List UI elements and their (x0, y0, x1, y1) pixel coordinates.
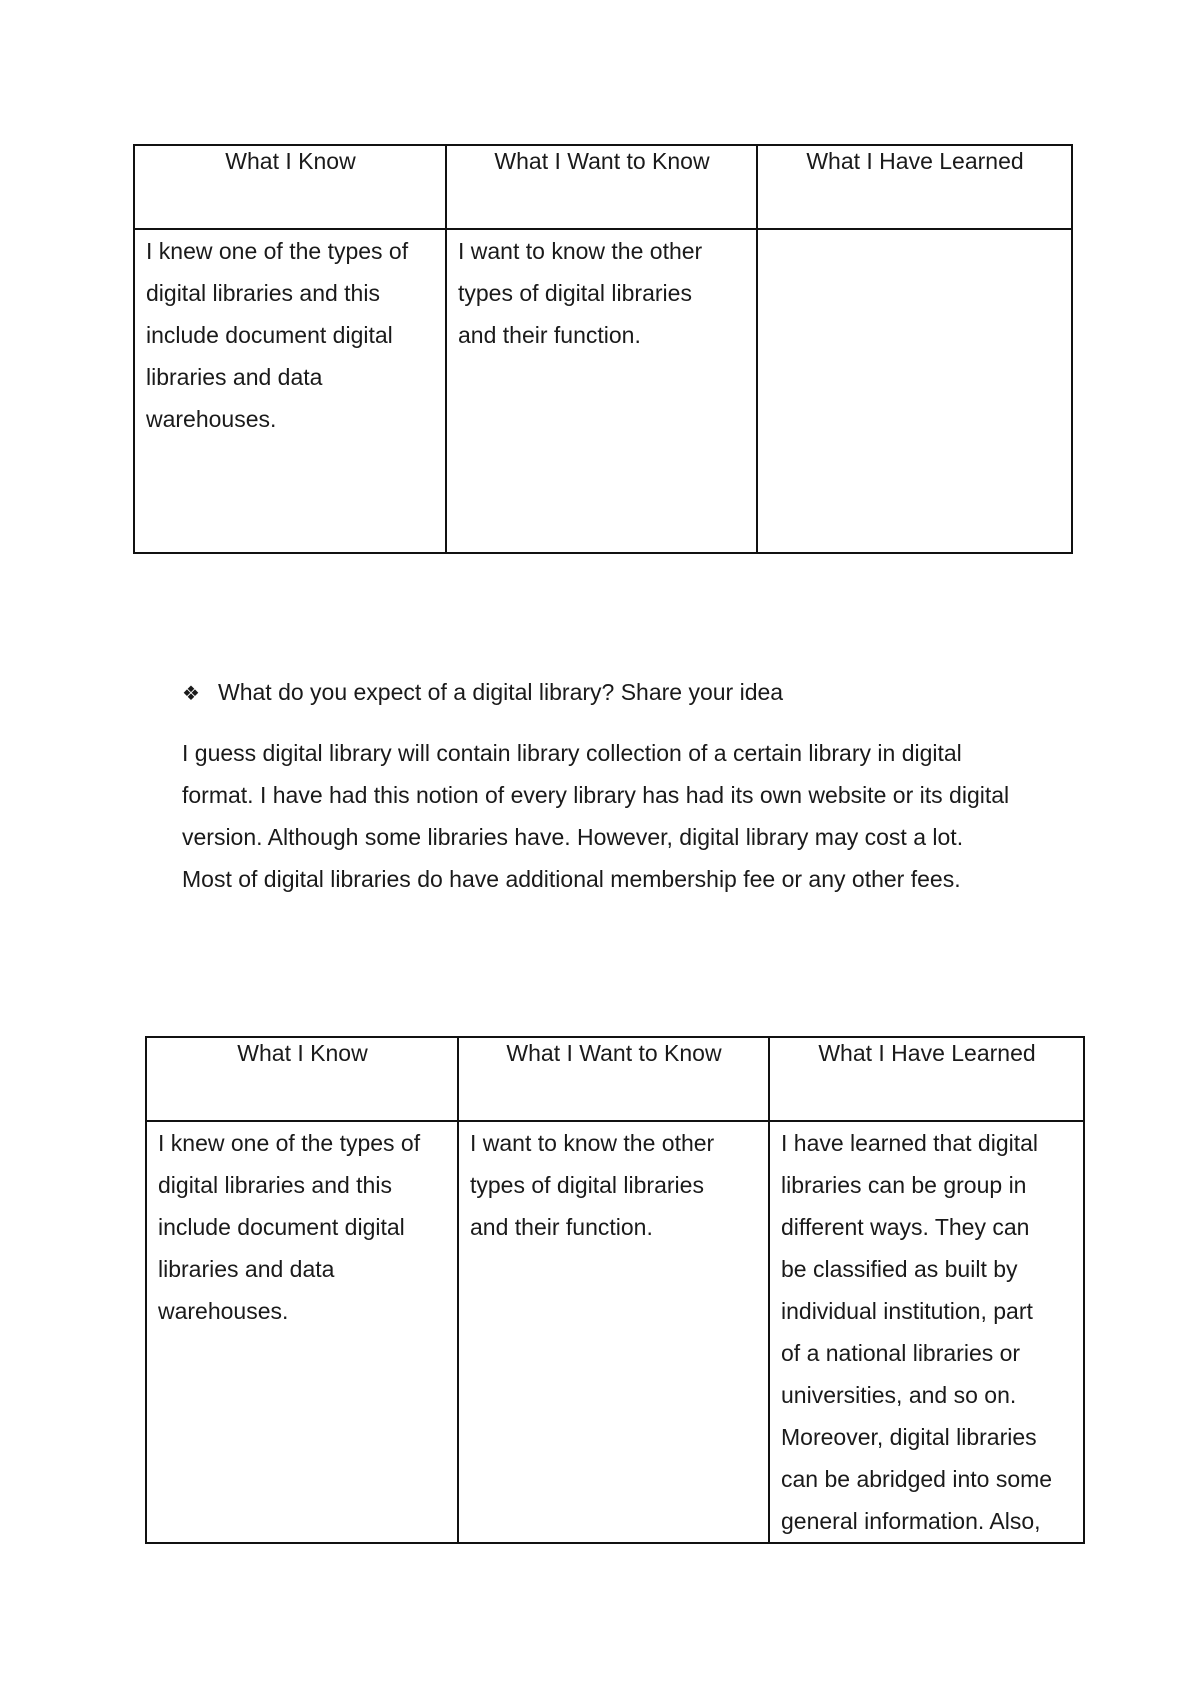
cell-line: universities, and so on. (781, 1382, 1017, 1408)
cell-line: include document digital (146, 322, 393, 348)
question-text: What do you expect of a digital library? Share your idea (218, 679, 784, 705)
cell-line: I want to know the other (458, 238, 703, 264)
answer-line: Most of digital libraries do have additional membership fee or any other fees. (182, 866, 961, 892)
cell-line: individual institution, part (781, 1298, 1033, 1324)
cell-line: and their function. (458, 322, 641, 348)
cell-line: types of digital libraries (458, 280, 692, 306)
table-header-row (134, 145, 1072, 229)
header-what-i-have-learned: What I Have Learned (757, 145, 1072, 229)
cell-line: types of digital libraries (470, 1172, 704, 1198)
cell-line: be classified as built by (781, 1256, 1018, 1282)
cell-line: can be abridged into some (781, 1466, 1053, 1492)
answer-line: format. I have had this notion of every library has had its own website or its digital (182, 782, 1010, 808)
cell-line: libraries and data (146, 364, 323, 390)
cell-what-i-want-to-know (446, 229, 757, 553)
header-what-i-know: What I Know (146, 1037, 458, 1121)
cell-line: general information. Also, (781, 1508, 1041, 1534)
cell-what-i-have-learned (757, 229, 1072, 553)
cell-line: warehouses. (146, 406, 277, 432)
answer-line: version. Although some libraries have. However, digital library may cost a lot. (182, 824, 964, 850)
cell-line: different ways. They can (781, 1214, 1030, 1240)
cell-line: Moreover, digital libraries (781, 1424, 1037, 1450)
cell-what-i-know (146, 1121, 458, 1543)
table-row (134, 229, 1072, 553)
cell-what-i-have-learned (769, 1121, 1084, 1543)
table-header-row (146, 1037, 1084, 1121)
diamond-bullet-icon: ❖ (182, 681, 200, 705)
cell-what-i-want-to-know (458, 1121, 769, 1543)
header-what-i-want-to-know: What I Want to Know (458, 1037, 769, 1121)
cell-line: of a national libraries or (781, 1340, 1021, 1366)
answer-paragraph (182, 732, 1082, 900)
table-row (146, 1121, 1084, 1543)
kwl-table-2 (145, 1036, 1085, 1544)
cell-line: digital libraries and this (146, 280, 380, 306)
question-item (182, 676, 783, 709)
cell-line: I knew one of the types of (146, 238, 409, 264)
header-what-i-have-learned: What I Have Learned (769, 1037, 1084, 1121)
cell-line: digital libraries and this (158, 1172, 392, 1198)
cell-line: warehouses. (158, 1298, 289, 1324)
cell-line: libraries can be group in (781, 1172, 1027, 1198)
cell-line: I have learned that digital (781, 1130, 1039, 1156)
cell-line: I want to know the other (470, 1130, 715, 1156)
header-what-i-know: What I Know (134, 145, 446, 229)
cell-line: include document digital (158, 1214, 405, 1240)
header-what-i-want-to-know: What I Want to Know (446, 145, 757, 229)
kwl-table-1 (133, 144, 1073, 554)
cell-what-i-know (134, 229, 446, 553)
cell-line: and their function. (470, 1214, 653, 1240)
cell-line: I knew one of the types of (158, 1130, 421, 1156)
answer-line: I guess digital library will contain library collection of a certain library in digital (182, 740, 962, 766)
cell-line: libraries and data (158, 1256, 335, 1282)
